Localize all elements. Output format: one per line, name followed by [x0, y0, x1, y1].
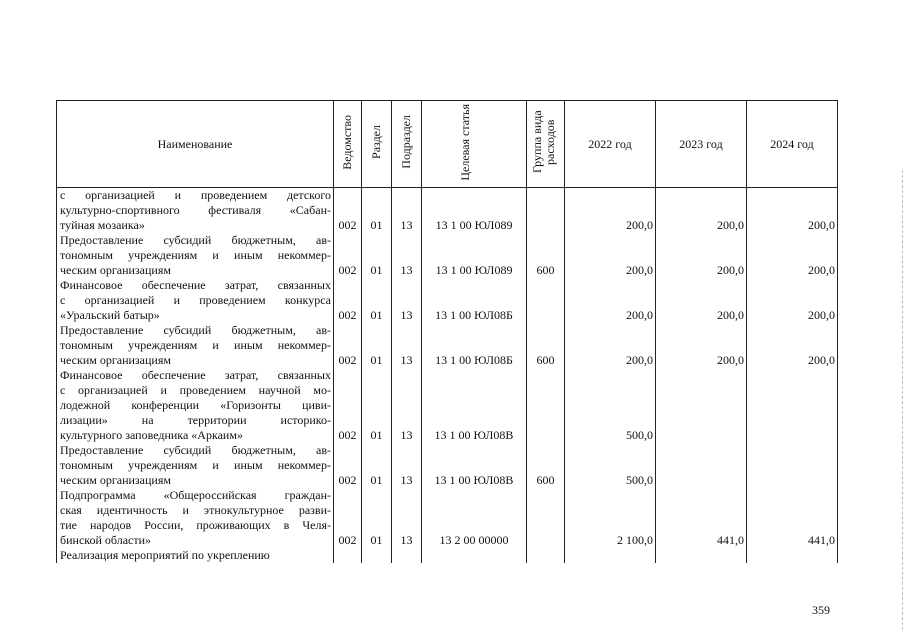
- name-line: Предоставление субсидий бюджетным, ав-: [60, 233, 331, 247]
- cell-target: [422, 548, 527, 563]
- table-row: [57, 368, 838, 443]
- cell-2024: 200,0: [747, 323, 838, 368]
- page-number: 359: [812, 603, 830, 617]
- cell-2022: 200,0: [565, 233, 656, 278]
- cell-2023: 441,0: [656, 488, 747, 548]
- table-row: [57, 323, 838, 368]
- cell-section: 01: [362, 233, 392, 278]
- header-subsection: Подраздел: [392, 101, 422, 188]
- cell-2024: 200,0: [747, 188, 838, 234]
- cell-dept: 002: [334, 368, 362, 443]
- name-line: «Уральский батыр»: [60, 308, 160, 322]
- cell-name: [57, 548, 334, 563]
- cell-section: [362, 548, 392, 563]
- cell-2023: 200,0: [656, 233, 747, 278]
- table-row: [57, 548, 838, 563]
- name-line: с организацией и проведением конкурса: [60, 293, 331, 307]
- name-line: тономным учреждениям и иным некоммер-: [60, 338, 331, 352]
- cell-dept: 002: [334, 443, 362, 488]
- cell-subsection: 13: [392, 488, 422, 548]
- cell-2024: [747, 548, 838, 563]
- cell-2022: 200,0: [565, 323, 656, 368]
- cell-expense-group: 600: [527, 233, 565, 278]
- cell-2023: [656, 548, 747, 563]
- name-line: тономным учреждениям и иным некоммер-: [60, 248, 331, 262]
- cell-2024: [747, 368, 838, 443]
- name-line: Предоставление субсидий бюджетным, ав-: [60, 443, 331, 457]
- name-line: Финансовое обеспечение затрат, связанных: [60, 278, 331, 292]
- name-line: ческим организациям: [60, 353, 171, 367]
- header-expense-group: Группа вида расходов: [527, 101, 565, 188]
- table-row: [57, 233, 838, 278]
- cell-section: 01: [362, 323, 392, 368]
- name-line: Подпрограмма «Общероссийская граждан-: [60, 488, 331, 502]
- cell-dept: 002: [334, 278, 362, 323]
- name-line: бинской области»: [60, 533, 152, 547]
- cell-expense-group: [527, 188, 565, 234]
- cell-name: [57, 323, 334, 368]
- name-line: ская идентичность и этнокультурное разви-: [60, 503, 331, 517]
- name-line: тие народов России, проживающих в Челя-: [60, 518, 331, 532]
- header-2024: 2024 год: [747, 101, 838, 188]
- cell-expense-group: 600: [527, 323, 565, 368]
- header-dept: Ведомство: [334, 101, 362, 188]
- cell-name: [57, 488, 334, 548]
- table-row: [57, 278, 838, 323]
- cell-expense-group: 600: [527, 443, 565, 488]
- cell-expense-group: [527, 368, 565, 443]
- table-row: [57, 443, 838, 488]
- cell-2022: [565, 548, 656, 563]
- cell-section: 01: [362, 488, 392, 548]
- cell-subsection: 13: [392, 443, 422, 488]
- name-line: ческим организациям: [60, 473, 171, 487]
- cell-name: [57, 233, 334, 278]
- cell-2022: 500,0: [565, 443, 656, 488]
- cell-name: [57, 188, 334, 234]
- name-line: Финансовое обеспечение затрат, связанных: [60, 368, 331, 382]
- cell-section: 01: [362, 368, 392, 443]
- name-line: лодежной конференции «Горизонты циви-: [60, 398, 331, 412]
- cell-subsection: [392, 548, 422, 563]
- cell-2023: 200,0: [656, 278, 747, 323]
- cell-expense-group: [527, 548, 565, 563]
- cell-2022: 200,0: [565, 188, 656, 234]
- cell-section: 01: [362, 188, 392, 234]
- cell-subsection: 13: [392, 368, 422, 443]
- cell-subsection: 13: [392, 233, 422, 278]
- cell-target: 13 2 00 00000: [422, 488, 527, 548]
- cell-subsection: 13: [392, 323, 422, 368]
- cell-subsection: 13: [392, 278, 422, 323]
- cell-dept: 002: [334, 233, 362, 278]
- name-line: Предоставление субсидий бюджетным, ав-: [60, 323, 331, 337]
- cell-subsection: 13: [392, 188, 422, 234]
- name-line: лизации» на территории историко-: [60, 413, 331, 427]
- cell-dept: 002: [334, 188, 362, 234]
- name-line: тономным учреждениям и иным некоммер-: [60, 458, 331, 472]
- cell-target: 13 1 00 ЮЛ08В: [422, 443, 527, 488]
- cell-2024: 200,0: [747, 233, 838, 278]
- name-line: с организацией и проведением детского: [60, 188, 331, 202]
- cell-name: [57, 278, 334, 323]
- cell-2023: 200,0: [656, 323, 747, 368]
- cell-2022: 500,0: [565, 368, 656, 443]
- cell-2023: [656, 368, 747, 443]
- cell-target: 13 1 00 ЮЛ08Б: [422, 278, 527, 323]
- name-line: с организацией и проведением научной мо-: [60, 383, 331, 397]
- cell-target: 13 1 00 ЮЛ08Б: [422, 323, 527, 368]
- header-2023: 2023 год: [656, 101, 747, 188]
- cell-expense-group: [527, 278, 565, 323]
- name-line: туйная мозаика»: [60, 218, 145, 232]
- cell-dept: [334, 548, 362, 563]
- cell-target: 13 1 00 ЮЛ08В: [422, 368, 527, 443]
- cell-target: 13 1 00 ЮЛ089: [422, 188, 527, 234]
- cell-target: 13 1 00 ЮЛ089: [422, 233, 527, 278]
- table-row: [57, 488, 838, 548]
- header-target: Целевая статья: [422, 101, 527, 188]
- cell-2024: 441,0: [747, 488, 838, 548]
- cell-name: [57, 368, 334, 443]
- name-line: культурно-спортивного фестиваля «Сабан-: [60, 203, 331, 217]
- cell-2022: 200,0: [565, 278, 656, 323]
- table-row: [57, 188, 838, 234]
- name-line: культурного заповедника «Аркаим»: [60, 428, 243, 442]
- header-2022: 2022 год: [565, 101, 656, 188]
- scan-edge-line: [901, 170, 903, 630]
- table-header: [57, 101, 838, 188]
- table-body: [57, 188, 838, 564]
- cell-dept: 002: [334, 488, 362, 548]
- cell-dept: 002: [334, 323, 362, 368]
- cell-name: [57, 443, 334, 488]
- header-section: Раздел: [362, 101, 392, 188]
- name-line: ческим организациям: [60, 263, 171, 277]
- cell-expense-group: [527, 488, 565, 548]
- cell-section: 01: [362, 278, 392, 323]
- cell-2023: 200,0: [656, 188, 747, 234]
- cell-section: 01: [362, 443, 392, 488]
- cell-2024: 200,0: [747, 278, 838, 323]
- cell-2024: [747, 443, 838, 488]
- header-name: Наименование: [57, 101, 334, 188]
- cell-2023: [656, 443, 747, 488]
- name-line: Реализация мероприятий по укреплению: [60, 548, 270, 562]
- budget-table: [56, 100, 838, 563]
- cell-2022: 2 100,0: [565, 488, 656, 548]
